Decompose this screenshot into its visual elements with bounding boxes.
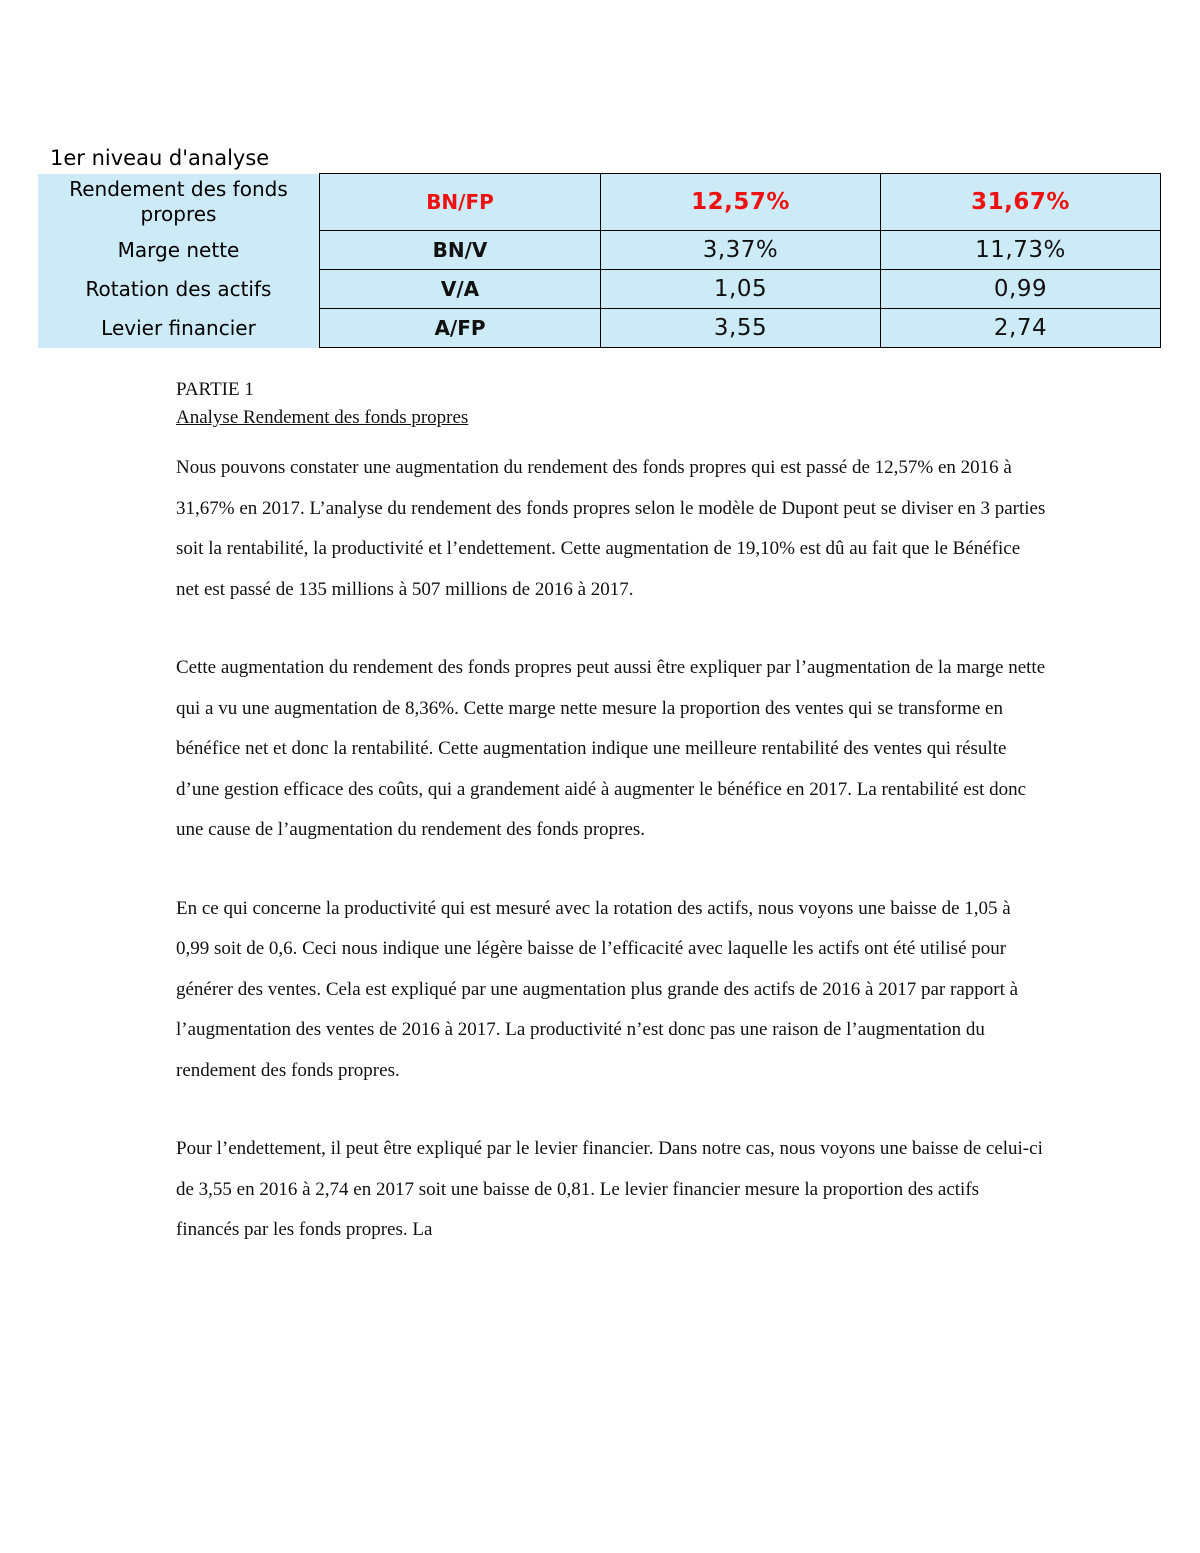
part-title: PARTIE 1 xyxy=(176,379,254,400)
document-body xyxy=(176,376,1046,1289)
table-row xyxy=(38,309,1161,348)
value-2016-cell: 1,05 xyxy=(601,270,881,309)
value-2016-cell: 3,55 xyxy=(601,309,881,348)
table-row xyxy=(38,270,1161,309)
row-label: Levier financier xyxy=(38,309,320,348)
value-2017-cell: 2,74 xyxy=(881,309,1161,348)
paragraph: Nous pouvons constater une augmentation du rendement des fonds propres qui est passé de 12,57% en 2016 à 31,67% en 2017. L’analyse du rendement des fonds propres selon le modèle de Dupont peut se diviser en 3 parties soit la rentabilité, la productivité et l’endettement. Cette augmentation de 19,10% est dû au fait que le Bénéfice net est passé de 135 millions à 507 millions de 2016 à 2017. xyxy=(176,457,1046,600)
ratio-table xyxy=(38,173,1161,348)
formula-cell: V/A xyxy=(320,270,601,309)
formula-cell: BN/V xyxy=(320,231,601,270)
value-2017-cell: 11,73% xyxy=(881,231,1161,270)
value-2017-cell: 0,99 xyxy=(881,270,1161,309)
paragraph: Pour l’endettement, il peut être expliqué par le levier financier. Dans notre cas, nous voyons une baisse de celui-ci de 3,55 en 2016 à 2,74 en 2017 soit une baisse de 0,81. Le levier financier mesure la proportion des actifs financés par les fonds propres. La xyxy=(176,1138,1043,1240)
formula-cell: BN/FP xyxy=(320,174,601,231)
value-2016-cell: 12,57% xyxy=(601,174,881,231)
row-label: Rendement des fonds propres xyxy=(38,174,320,231)
paragraph: Cette augmentation du rendement des fonds propres peut aussi être expliquer par l’augmentation de la marge nette qui a vu une augmentation de 8,36%. Cette marge nette mesure la proportion des ventes qui se transforme en bénéfice net et donc la rentabilité. Cette augmentation indique une meilleure rentabilité des ventes qui résulte d’une gestion efficace des coûts, qui a grandement aidé à augmenter le bénéfice en 2017. La rentabilité est donc une cause de l’augmentation du rendement des fonds propres. xyxy=(176,657,1046,840)
value-2016-cell: 3,37% xyxy=(601,231,881,270)
row-label: Marge nette xyxy=(38,231,320,270)
table-row xyxy=(38,231,1161,270)
table-title: 1er niveau d'analyse xyxy=(50,146,270,170)
row-label: Rotation des actifs xyxy=(38,270,320,309)
value-2017-cell: 31,67% xyxy=(881,174,1161,231)
table-row xyxy=(38,174,1161,231)
formula-cell: A/FP xyxy=(320,309,601,348)
paragraph: En ce qui concerne la productivité qui est mesuré avec la rotation des actifs, nous voyons une baisse de 1,05 à 0,99 soit de 0,6. Ceci nous indique une légère baisse de l’efficacité avec laquelle les actifs ont été utilisé pour générer des ventes. Cela est expliqué par une augmentation plus grande des actifs de 2016 à 2017 par rapport à l’augmentation des ventes de 2016 à 2017. La productivité n’est donc pas une raison de l’augmentation du rendement des fonds propres. xyxy=(176,897,1019,1081)
section-title: Analyse Rendement des fonds propres xyxy=(176,407,469,428)
